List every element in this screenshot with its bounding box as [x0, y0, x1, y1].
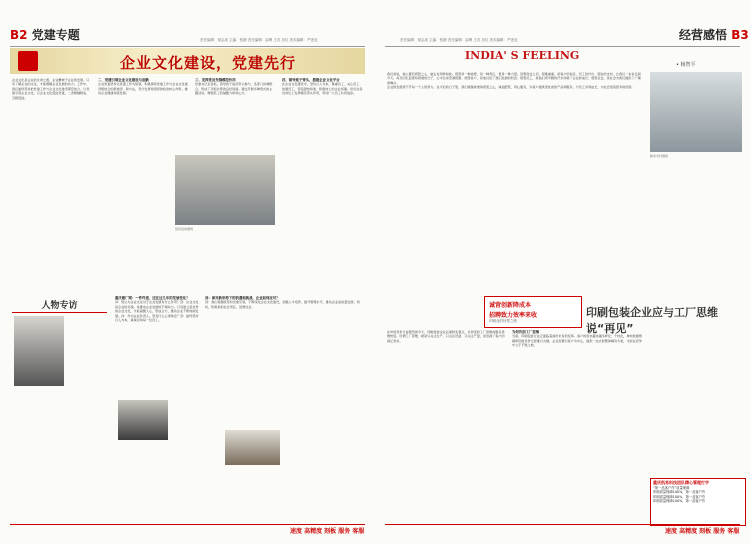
- machine-photo: [225, 430, 280, 465]
- event-photo: [175, 155, 275, 225]
- person-section-title: 人物专访: [12, 298, 107, 313]
- party-flag-icon: [18, 51, 38, 71]
- essay-title: INDIA' S FEELING: [465, 49, 580, 62]
- subhead-3: 四、领导班子带头，搭建企业文化平台: [282, 78, 340, 82]
- interview-column-2: [205, 296, 365, 516]
- ad-line: 印刷质量保障100%，第一品客户作: [653, 494, 706, 499]
- section-title: 党建专题: [31, 28, 80, 42]
- banner-title: 企业文化建设，党建先行: [120, 54, 297, 72]
- highlight-line-2: 招聘致力效率来收: [489, 312, 538, 319]
- print-text-2: 当前，印刷包装行业正面临着前所未有的变革。客户的需求越来越多样化、个性化，单纯依靠规模和价格竞争已经难以为继。企业需要以客户为中心，提供一站式的整体解决方案，才能在竞争中立于不败之地。: [512, 334, 642, 348]
- left-header: [10, 26, 80, 40]
- factory-photo: [118, 400, 168, 440]
- event-photo-caption: 党员活动现场: [175, 227, 194, 231]
- highlight-line-1: 诚营创新降成本: [489, 302, 532, 309]
- highlight-box: [484, 296, 582, 328]
- car-photo-caption: 新车交付现场: [650, 154, 669, 158]
- print-text: 在市场竞争日益激烈的今天，印刷包装企业必须转变观念，从传统的工厂思维向服务思维转变。所谓工厂思维，就是只关注生产、只关注设备、只关注产量，而忽视了客户的真正需求。: [387, 330, 505, 343]
- banner: [10, 48, 365, 74]
- interview-text-2: 答：我们将继续坚持党建引领，不断深化企业文化建设，加强人才培养，提升管理水平，推动企业高质量发展。同时，积极承担社会责任，回馈社会。: [205, 300, 360, 309]
- print-subhead: 为何告别工厂思维: [512, 330, 540, 334]
- editor-meta: 责任编辑：梁志成 主编：张静 责任编辑：邵博 王苏 乐位 美术编辑：严进业: [200, 38, 318, 42]
- print-column-1: [387, 330, 507, 520]
- header-rule: [385, 46, 740, 47]
- portrait-photo: [14, 316, 64, 386]
- interview-text: 问：您认为企业文化对于企业发展有什么作用？答：企业文化是企业的灵魂，是推动企业发展的不竭动力。只有建立起优秀的企业文化，才能凝聚人心，形成合力，推动企业不断向前发展。问：作为企业负责人，您有什么心得体会？答：始终坚持以人为本，真诚对待每一位员工。: [115, 300, 199, 323]
- column-4: [282, 78, 365, 148]
- highlight-line-3: 印刷业的转型之路: [489, 319, 517, 323]
- page-badge: B2: [10, 28, 28, 42]
- essay-column: [387, 72, 642, 287]
- column-1: [12, 78, 92, 288]
- header-rule: [10, 46, 365, 47]
- column-2-text: 企业党委坚持以党建工作为统领，积极探索党建工作与企业文化建设相结合的新途径、新方法，充分发挥党组织的政治核心作用，推动企业健康持续发展。: [98, 82, 188, 96]
- article-title: 印刷包装企业应与工厂思维说“再见”: [586, 306, 718, 335]
- right-header: [679, 26, 749, 40]
- editor-meta: 责任编辑：梁志成 主编：张静 责任编辑：邵博 王苏 乐位 美术编辑：严进业: [400, 38, 518, 42]
- column-2: [98, 78, 188, 148]
- interview-heading-2: 问：面对新形势下的机遇和挑战，企业如何应对？: [205, 296, 280, 300]
- footer-rule: [10, 524, 365, 525]
- column-3: [195, 78, 275, 148]
- interview-heading: 重庆建厂网：一件件道，还在这几年的发展变化？: [115, 296, 190, 300]
- subhead-2: 三、发挥党员先锋模范作用: [195, 78, 236, 82]
- section-title: 经营感悟: [679, 28, 728, 42]
- essay-text-2: 企业的发展离不开每一个人的努力。在今后的日子里，我们将继续秉承感恩之心，诚信经营，用心服务，为客户提供更优质的产品和服务，与员工共同成长，为社会创造更多的价值。: [387, 85, 635, 90]
- subhead-1: 二、党建引领企业文化建设与创新: [98, 78, 149, 82]
- ad-line: 印刷质量保障100%，第一品客户作: [653, 490, 706, 494]
- print-column-2: [512, 330, 642, 520]
- car-photo: [650, 72, 742, 152]
- ad-box: [650, 478, 746, 526]
- ad-line: “第一品客户作”质量保障: [653, 485, 690, 490]
- ad-line: 印刷质量保障100%，第一品客户作: [653, 499, 706, 503]
- column-1-text: 企业文化是企业的生命之源，企业精神于企业的发展。只有了解企业的文化，才能理解企业发展的动力。工作中，我们始终坚持把党建工作与企业文化建设紧密结合，以党建引领企业文化，以企业文化促进党建，二者相辅相成、互相促进。: [12, 78, 90, 100]
- footer-logo: 速度 高精度 刻板 服务 客服: [290, 528, 365, 535]
- column-4-text: 在企业文化建设中，坚持以人为本，尊重员工、关心员工、依靠员工，营造团结和谐、积极向上的企业氛围。党员在各自岗位上发挥模范带头作用，带动广大员工共同进步。: [282, 82, 363, 96]
- page-badge: B3: [731, 28, 749, 42]
- ad-title: 重庆凯易科技团队精心管理打字: [653, 480, 709, 485]
- essay-text: 我们常说，做人要有感恩之心，做企业同样如此。感恩是一种美德，是一种责任，更是一种力量。回想创业之初，困难重重，是客户的信任、员工的付出、朋友的支持，让我们一步步走到今天。每当回忆起那些艰难的日子，心中总是充满感激。感恩客户，是他们给了我们发展的机会；感恩员工，是他们用辛勤的汗水铸就了企业的成长；感恩社会，是社会为我们提供了广阔的舞台。: [387, 72, 641, 85]
- footer-rule-right: [385, 524, 740, 525]
- column-3-text: 党委书记亲自抓，领导班子成员带头参与，各部门协调配合，形成了齐抓共管的良好局面。通过开展多种形式的主题活动，增强员工的凝聚力和向心力。: [195, 82, 273, 96]
- footer-logo-right: 速度 高精度 刻板 服务 客服: [665, 528, 740, 535]
- author-name: • 杨智平: [676, 62, 696, 68]
